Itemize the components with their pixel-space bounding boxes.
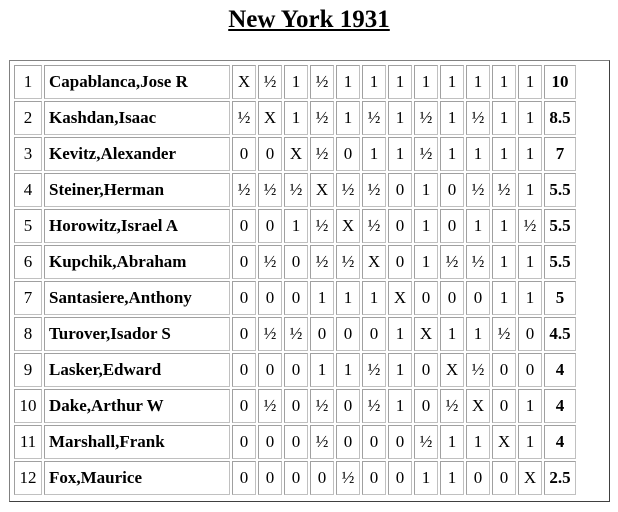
player-name: Horowitz,Israel A bbox=[44, 209, 230, 243]
page-title: New York 1931 bbox=[228, 6, 390, 33]
result-cell: X bbox=[284, 137, 308, 171]
result-cell: ½ bbox=[310, 209, 334, 243]
result-cell: ½ bbox=[414, 101, 438, 135]
result-cell: ½ bbox=[336, 173, 360, 207]
result-cell: ½ bbox=[336, 461, 360, 495]
table-row bbox=[14, 137, 576, 171]
table-row bbox=[14, 425, 576, 459]
result-cell: 1 bbox=[518, 173, 542, 207]
result-cell: 1 bbox=[388, 137, 412, 171]
result-cell: 1 bbox=[440, 65, 464, 99]
result-cell: 1 bbox=[466, 65, 490, 99]
result-cell: ½ bbox=[284, 173, 308, 207]
result-cell: ½ bbox=[362, 389, 386, 423]
result-cell: X bbox=[466, 389, 490, 423]
player-total: 5 bbox=[544, 281, 576, 315]
result-cell: ½ bbox=[492, 317, 516, 351]
result-cell: ½ bbox=[466, 353, 490, 387]
result-cell: ½ bbox=[466, 101, 490, 135]
result-cell: 1 bbox=[518, 425, 542, 459]
result-cell: 0 bbox=[336, 389, 360, 423]
result-cell: ½ bbox=[362, 353, 386, 387]
player-number: 5 bbox=[14, 209, 42, 243]
result-cell: ½ bbox=[232, 173, 256, 207]
result-cell: ½ bbox=[414, 137, 438, 171]
result-cell: X bbox=[518, 461, 542, 495]
result-cell: 0 bbox=[284, 245, 308, 279]
player-total: 5.5 bbox=[544, 209, 576, 243]
player-total: 2.5 bbox=[544, 461, 576, 495]
player-total: 7 bbox=[544, 137, 576, 171]
player-name: Turover,Isador S bbox=[44, 317, 230, 351]
player-total: 4 bbox=[544, 425, 576, 459]
player-number: 6 bbox=[14, 245, 42, 279]
result-cell: 0 bbox=[258, 137, 282, 171]
result-cell: 1 bbox=[466, 317, 490, 351]
result-cell: 0 bbox=[258, 281, 282, 315]
player-total: 5.5 bbox=[544, 173, 576, 207]
table-row bbox=[14, 389, 576, 423]
result-cell: 1 bbox=[388, 317, 412, 351]
result-cell: 1 bbox=[518, 281, 542, 315]
result-cell: 1 bbox=[492, 281, 516, 315]
result-cell: ½ bbox=[336, 245, 360, 279]
table-row bbox=[14, 209, 576, 243]
result-cell: 1 bbox=[518, 137, 542, 171]
player-name: Capablanca,Jose R bbox=[44, 65, 230, 99]
result-cell: 1 bbox=[414, 209, 438, 243]
player-total: 4 bbox=[544, 389, 576, 423]
player-name: Santasiere,Anthony bbox=[44, 281, 230, 315]
result-cell: 1 bbox=[388, 353, 412, 387]
table-row bbox=[14, 461, 576, 495]
result-cell: 0 bbox=[336, 137, 360, 171]
result-cell: 1 bbox=[440, 137, 464, 171]
table-row bbox=[14, 65, 576, 99]
result-cell: 1 bbox=[440, 425, 464, 459]
result-cell: ½ bbox=[310, 65, 334, 99]
player-name: Steiner,Herman bbox=[44, 173, 230, 207]
result-cell: 0 bbox=[492, 389, 516, 423]
table-row bbox=[14, 317, 576, 351]
result-cell: 0 bbox=[492, 353, 516, 387]
result-cell: 1 bbox=[492, 65, 516, 99]
result-cell: 0 bbox=[388, 245, 412, 279]
player-total: 4.5 bbox=[544, 317, 576, 351]
result-cell: ½ bbox=[310, 101, 334, 135]
table-row bbox=[14, 353, 576, 387]
result-cell: 1 bbox=[284, 65, 308, 99]
result-cell: 0 bbox=[310, 461, 334, 495]
result-cell: 0 bbox=[284, 281, 308, 315]
result-cell: 1 bbox=[284, 101, 308, 135]
result-cell: 1 bbox=[336, 65, 360, 99]
result-cell: 1 bbox=[414, 173, 438, 207]
result-cell: ½ bbox=[492, 173, 516, 207]
result-cell: X bbox=[310, 173, 334, 207]
result-cell: 1 bbox=[414, 461, 438, 495]
result-cell: 0 bbox=[414, 389, 438, 423]
table-row bbox=[14, 173, 576, 207]
player-number: 1 bbox=[14, 65, 42, 99]
result-cell: 0 bbox=[518, 353, 542, 387]
player-number: 7 bbox=[14, 281, 42, 315]
result-cell: ½ bbox=[310, 425, 334, 459]
result-cell: ½ bbox=[258, 65, 282, 99]
result-cell: 0 bbox=[284, 461, 308, 495]
result-cell: 0 bbox=[388, 173, 412, 207]
result-cell: 0 bbox=[232, 353, 256, 387]
result-cell: 1 bbox=[310, 353, 334, 387]
player-number: 8 bbox=[14, 317, 42, 351]
result-cell: 1 bbox=[466, 209, 490, 243]
player-total: 8.5 bbox=[544, 101, 576, 135]
result-cell: 0 bbox=[232, 245, 256, 279]
result-cell: ½ bbox=[284, 317, 308, 351]
result-cell: 1 bbox=[440, 317, 464, 351]
result-cell: ½ bbox=[310, 137, 334, 171]
player-total: 4 bbox=[544, 353, 576, 387]
player-number: 4 bbox=[14, 173, 42, 207]
result-cell: 0 bbox=[284, 389, 308, 423]
result-cell: ½ bbox=[258, 173, 282, 207]
player-name: Dake,Arthur W bbox=[44, 389, 230, 423]
result-cell: 1 bbox=[466, 137, 490, 171]
result-cell: ½ bbox=[518, 209, 542, 243]
result-cell: 1 bbox=[310, 281, 334, 315]
result-cell: 0 bbox=[232, 209, 256, 243]
result-cell: 0 bbox=[284, 425, 308, 459]
result-cell: 0 bbox=[362, 317, 386, 351]
result-cell: X bbox=[232, 65, 256, 99]
result-cell: 1 bbox=[518, 65, 542, 99]
player-total: 10 bbox=[544, 65, 576, 99]
result-cell: X bbox=[336, 209, 360, 243]
player-number: 3 bbox=[14, 137, 42, 171]
result-cell: 0 bbox=[232, 425, 256, 459]
result-cell: ½ bbox=[310, 245, 334, 279]
result-cell: 0 bbox=[284, 353, 308, 387]
result-cell: 0 bbox=[336, 317, 360, 351]
result-cell: 0 bbox=[258, 353, 282, 387]
result-cell: 1 bbox=[336, 101, 360, 135]
result-cell: 0 bbox=[232, 461, 256, 495]
result-cell: 1 bbox=[362, 281, 386, 315]
result-cell: 0 bbox=[440, 173, 464, 207]
player-name: Marshall,Frank bbox=[44, 425, 230, 459]
result-cell: ½ bbox=[258, 389, 282, 423]
result-cell: 1 bbox=[492, 245, 516, 279]
result-cell: 0 bbox=[414, 353, 438, 387]
player-name: Lasker,Edward bbox=[44, 353, 230, 387]
result-cell: 1 bbox=[492, 137, 516, 171]
player-name: Fox,Maurice bbox=[44, 461, 230, 495]
result-cell: ½ bbox=[310, 389, 334, 423]
result-cell: X bbox=[414, 317, 438, 351]
result-cell: 0 bbox=[466, 281, 490, 315]
table-row bbox=[14, 281, 576, 315]
player-name: Kevitz,Alexander bbox=[44, 137, 230, 171]
player-number: 9 bbox=[14, 353, 42, 387]
table-row bbox=[14, 245, 576, 279]
result-cell: 0 bbox=[362, 461, 386, 495]
result-cell: 1 bbox=[388, 389, 412, 423]
result-cell: 0 bbox=[232, 389, 256, 423]
table-row bbox=[14, 101, 576, 135]
result-cell: 0 bbox=[440, 281, 464, 315]
result-cell: 0 bbox=[258, 461, 282, 495]
result-cell: 1 bbox=[492, 101, 516, 135]
result-cell: 0 bbox=[362, 425, 386, 459]
result-cell: X bbox=[440, 353, 464, 387]
result-cell: 1 bbox=[518, 245, 542, 279]
result-cell: 1 bbox=[466, 425, 490, 459]
result-cell: X bbox=[492, 425, 516, 459]
result-cell: 0 bbox=[518, 317, 542, 351]
result-cell: ½ bbox=[466, 173, 490, 207]
crosstable-frame bbox=[9, 60, 610, 502]
result-cell: 0 bbox=[388, 209, 412, 243]
result-cell: ½ bbox=[466, 245, 490, 279]
result-cell: 0 bbox=[232, 281, 256, 315]
result-cell: ½ bbox=[232, 101, 256, 135]
crosstable bbox=[12, 63, 578, 497]
result-cell: 0 bbox=[258, 209, 282, 243]
result-cell: 1 bbox=[336, 353, 360, 387]
result-cell: 1 bbox=[284, 209, 308, 243]
player-number: 10 bbox=[14, 389, 42, 423]
result-cell: 1 bbox=[336, 281, 360, 315]
result-cell: 1 bbox=[362, 137, 386, 171]
result-cell: 0 bbox=[414, 281, 438, 315]
result-cell: 0 bbox=[310, 317, 334, 351]
result-cell: 1 bbox=[388, 65, 412, 99]
result-cell: 1 bbox=[518, 389, 542, 423]
result-cell: 1 bbox=[518, 101, 542, 135]
result-cell: 1 bbox=[440, 461, 464, 495]
result-cell: 1 bbox=[414, 65, 438, 99]
result-cell: X bbox=[362, 245, 386, 279]
result-cell: 0 bbox=[232, 137, 256, 171]
player-number: 11 bbox=[14, 425, 42, 459]
result-cell: X bbox=[258, 101, 282, 135]
result-cell: ½ bbox=[362, 209, 386, 243]
player-name: Kashdan,Isaac bbox=[44, 101, 230, 135]
result-cell: ½ bbox=[414, 425, 438, 459]
result-cell: ½ bbox=[258, 317, 282, 351]
result-cell: ½ bbox=[440, 389, 464, 423]
result-cell: 1 bbox=[492, 209, 516, 243]
result-cell: 1 bbox=[414, 245, 438, 279]
result-cell: 0 bbox=[466, 461, 490, 495]
result-cell: ½ bbox=[362, 173, 386, 207]
result-cell: 0 bbox=[440, 209, 464, 243]
player-total: 5.5 bbox=[544, 245, 576, 279]
result-cell: X bbox=[388, 281, 412, 315]
result-cell: 1 bbox=[388, 101, 412, 135]
result-cell: 0 bbox=[388, 425, 412, 459]
result-cell: 1 bbox=[362, 65, 386, 99]
result-cell: 0 bbox=[232, 317, 256, 351]
result-cell: 1 bbox=[440, 101, 464, 135]
result-cell: ½ bbox=[440, 245, 464, 279]
player-number: 12 bbox=[14, 461, 42, 495]
crosstable-body bbox=[14, 65, 576, 495]
result-cell: 0 bbox=[258, 425, 282, 459]
result-cell: ½ bbox=[258, 245, 282, 279]
result-cell: 0 bbox=[388, 461, 412, 495]
player-number: 2 bbox=[14, 101, 42, 135]
result-cell: ½ bbox=[362, 101, 386, 135]
player-name: Kupchik,Abraham bbox=[44, 245, 230, 279]
result-cell: 0 bbox=[336, 425, 360, 459]
result-cell: 0 bbox=[492, 461, 516, 495]
